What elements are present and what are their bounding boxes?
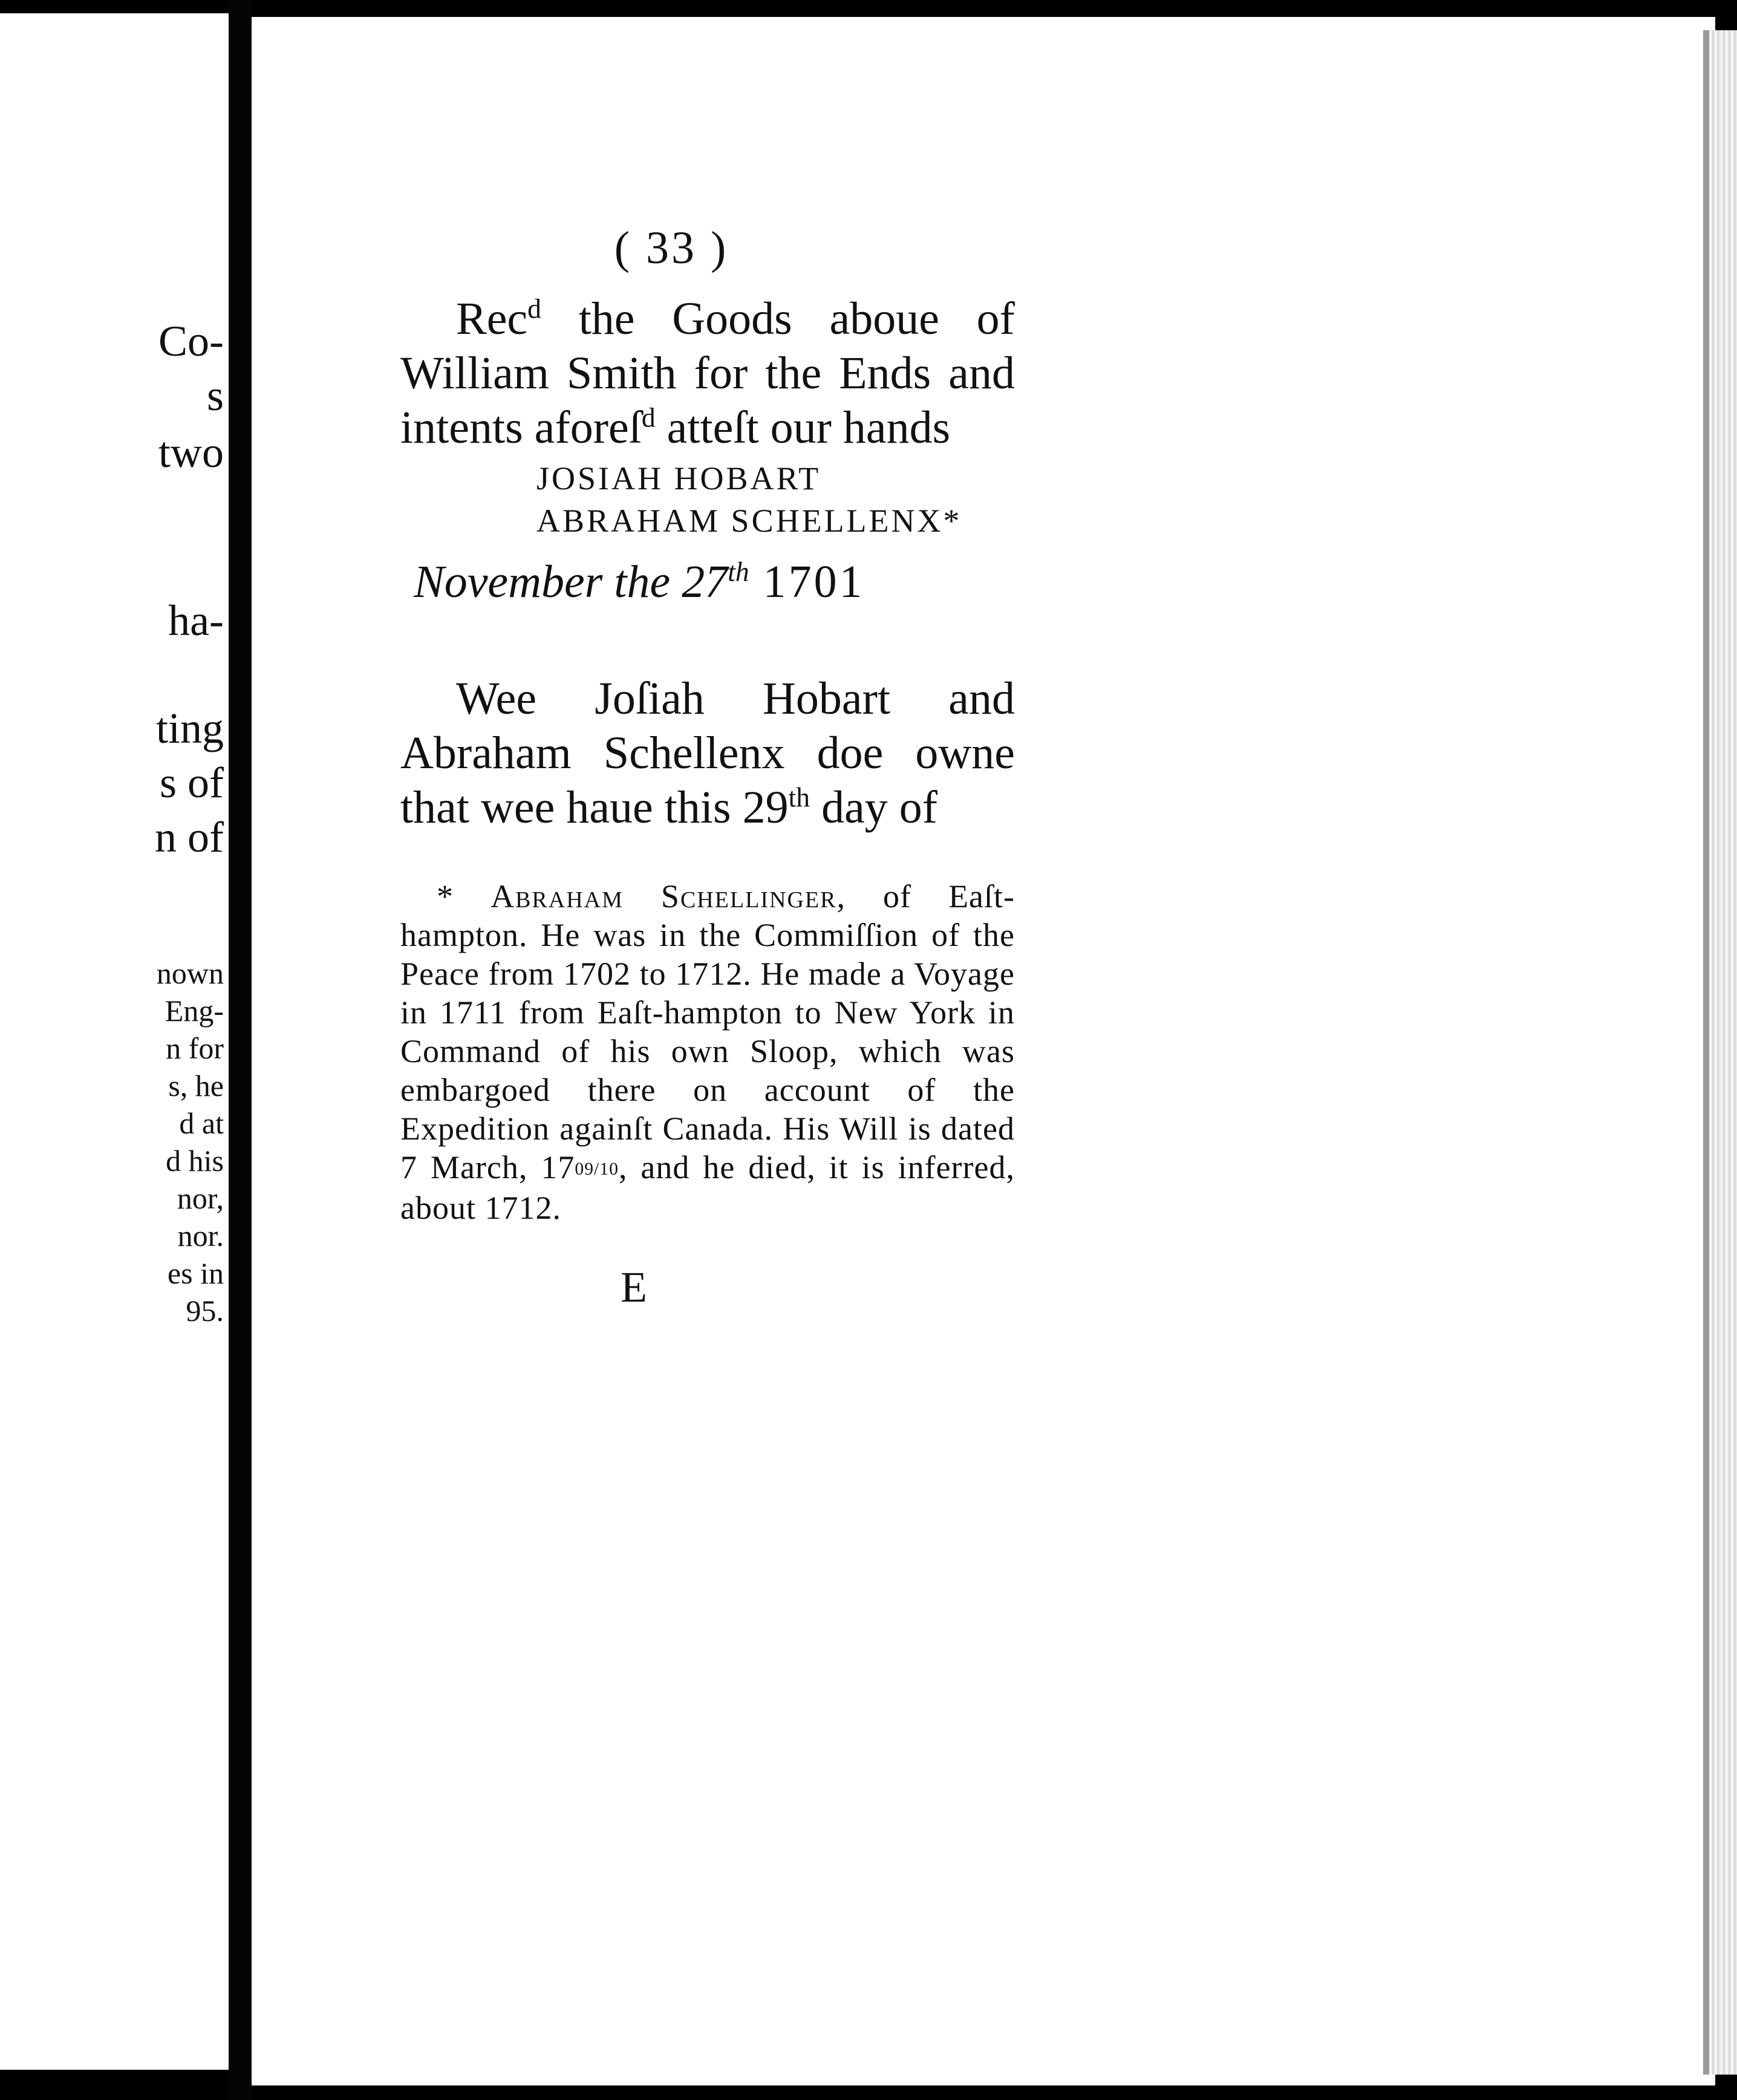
signatory-name: JOSIAH HOBART bbox=[536, 460, 821, 497]
left-line: Eng- bbox=[165, 994, 224, 1028]
date-line: November the 27th 1701 bbox=[414, 556, 865, 607]
left-line: s of bbox=[160, 758, 224, 807]
left-line: n for bbox=[166, 1031, 224, 1065]
left-line: s bbox=[206, 371, 224, 420]
signature-mark: E bbox=[621, 1263, 647, 1312]
left-line: d at bbox=[179, 1106, 224, 1140]
left-line: nown bbox=[156, 956, 224, 990]
page-text bbox=[400, 218, 1015, 1314]
acknowledgement-paragraph: Wee Joſiah Hobart and Abraham Schellenx doe owne that wee haue this 29th day of bbox=[400, 673, 1015, 833]
left-line: es in bbox=[167, 1256, 224, 1290]
left-line: 95. bbox=[186, 1294, 224, 1328]
left-line: nor, bbox=[177, 1181, 224, 1215]
receipt-paragraph: Rec$^d$ the Goods aboue of William Smith for the Ends and intents aforeſ$^d$ atteſt our hands bbox=[400, 293, 1015, 453]
previous-page bbox=[0, 13, 232, 2070]
footnote: * Abraham Schellinger, of Eaſt-hampton. He was in the Commiſſion of the Peace from 1702 to 1712. He made a Voyage in 1711 from Eaſt-hampton to New York in Command of his own Sloop, which was embargoed there on account of the Expedition againſt Canada. His Will is dated 7 March, 1709/10, and he died, it is inferred, about 1712. bbox=[400, 878, 1015, 1227]
book-gutter bbox=[229, 0, 252, 2100]
left-line: d his bbox=[166, 1144, 224, 1178]
signatory-name: ABRAHAM SCHELLENX* bbox=[536, 503, 962, 539]
page-number: ( 33 ) bbox=[614, 223, 729, 273]
left-line: ha- bbox=[168, 596, 224, 645]
left-line: Co- bbox=[158, 317, 224, 365]
page-stack-edge bbox=[1709, 30, 1737, 2075]
left-line: ting bbox=[155, 704, 224, 752]
page-edge-shadow bbox=[1703, 30, 1709, 2075]
left-line: s, he bbox=[168, 1069, 224, 1103]
left-line: two bbox=[158, 428, 224, 477]
left-line: nor. bbox=[177, 1219, 224, 1253]
left-line: n of bbox=[155, 813, 224, 861]
